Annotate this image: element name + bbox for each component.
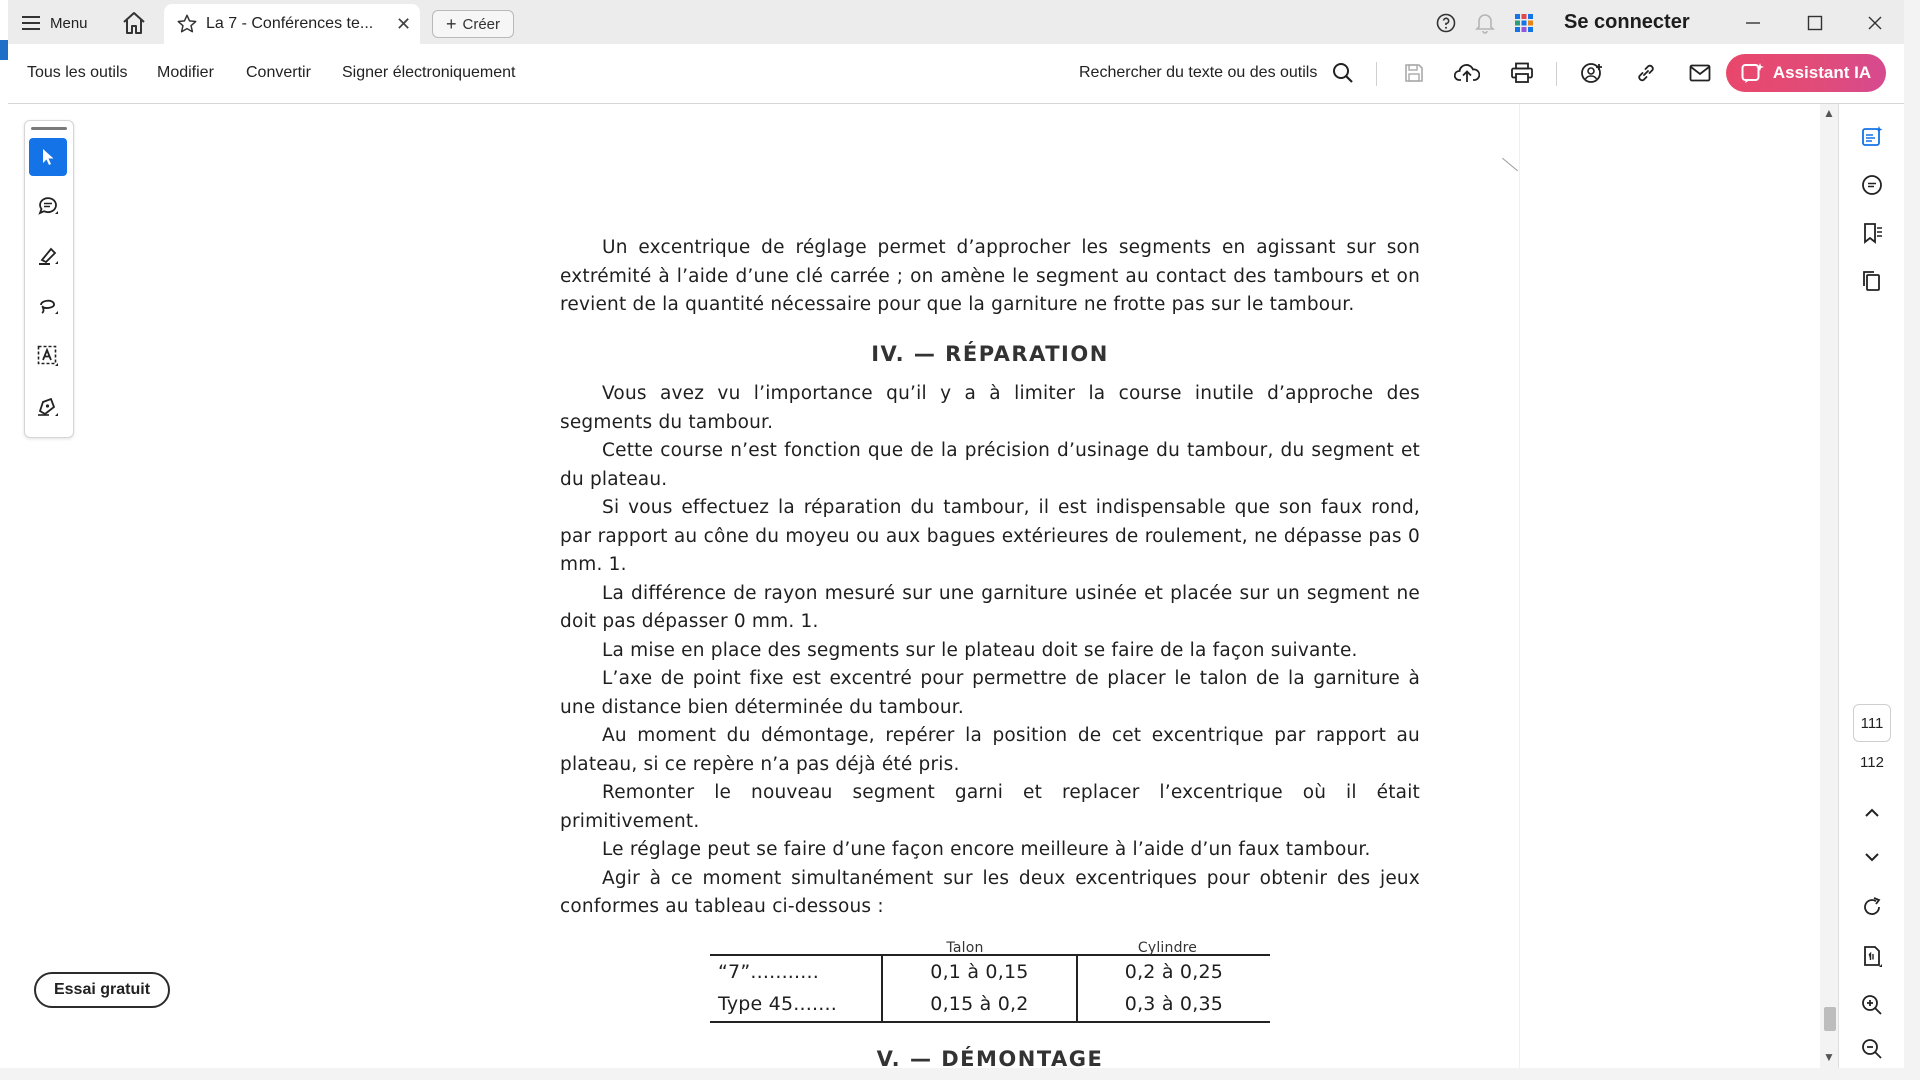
link-icon[interactable] <box>1633 60 1659 86</box>
clearance-table <box>710 934 1270 1023</box>
bookmarks-icon[interactable] <box>1859 220 1885 246</box>
paragraph: Vous avez vu l’importance qu’il y a à limiter la course inutile d’approche des segments du tambour. <box>560 383 1420 433</box>
email-icon[interactable] <box>1687 60 1713 86</box>
row-label: “7”........... <box>718 960 820 983</box>
scan-artifact <box>1502 158 1518 172</box>
paragraph: Le réglage peut se faire d’une façon encore meilleure à l’aide d’un faux tambour. <box>602 839 1371 860</box>
zoom-in-icon[interactable] <box>1859 992 1885 1018</box>
desktop-background <box>1904 0 1920 1080</box>
menu-button[interactable] <box>22 10 88 36</box>
paragraph: Cette course n’est fonction que de la précision d’usinage du tambour, du segment et du plateau. <box>560 440 1420 490</box>
search-tools-field[interactable]: Rechercher du texte ou des outils <box>1079 64 1318 81</box>
star-icon[interactable] <box>176 13 198 35</box>
row-label: Type 45....... <box>718 993 837 1015</box>
create-button[interactable] <box>432 10 514 38</box>
rotate-icon[interactable] <box>1859 894 1885 920</box>
document-text <box>560 234 1420 1068</box>
next-page-icon[interactable] <box>1859 844 1885 870</box>
right-side-rail <box>1838 104 1904 1068</box>
scroll-down-arrow-icon[interactable]: ▼ <box>1823 1050 1835 1064</box>
lasso-icon <box>36 294 60 318</box>
highlight-tool[interactable] <box>29 237 67 275</box>
close-tab-icon[interactable]: ✕ <box>396 13 412 34</box>
menu-label: Menu <box>50 14 88 32</box>
paragraph: La mise en place des segments sur le plateau doit se faire de la façon suivante. <box>602 639 1358 661</box>
pdf-reader-window <box>8 0 1904 1068</box>
edit-menu[interactable]: Modifier <box>157 64 214 81</box>
page-thumbnails-icon[interactable] <box>1859 268 1885 294</box>
comments-panel-icon[interactable] <box>1859 172 1885 198</box>
rail-grip[interactable] <box>31 127 67 130</box>
left-panel <box>8 104 387 1068</box>
apps-grid-icon[interactable] <box>1514 8 1536 38</box>
comment-tool[interactable] <box>29 187 67 225</box>
section-heading-demontage: V. — DÉMONTAGE <box>876 1046 1104 1068</box>
column-header-cylindre: Cylindre <box>1137 939 1198 956</box>
plus-icon: + <box>445 13 457 34</box>
help-icon[interactable] <box>1436 8 1458 38</box>
column-header-talon: Talon <box>946 939 984 956</box>
comment-icon <box>36 194 60 218</box>
toolbar-divider <box>1376 62 1377 86</box>
desktop-strip <box>0 40 8 60</box>
scrollbar-thumb[interactable] <box>1824 1007 1836 1031</box>
create-label: Créer <box>462 15 501 33</box>
quick-tools-rail <box>24 120 74 438</box>
talon-value: 0,15 à 0,2 <box>882 988 1077 1022</box>
pen-sign-icon <box>36 394 60 418</box>
esign-menu[interactable]: Signer électroniquement <box>342 64 516 81</box>
ai-assistant-button[interactable] <box>1726 54 1886 92</box>
notifications-bell-icon[interactable] <box>1475 8 1497 38</box>
search-icon[interactable] <box>1330 60 1356 86</box>
ai-sparkle-icon <box>1741 62 1765 84</box>
upload-cloud-icon[interactable] <box>1454 60 1480 86</box>
cursor-icon <box>39 147 57 167</box>
cylindre-value: 0,3 à 0,35 <box>1077 988 1270 1022</box>
talon-value: 0,1 à 0,15 <box>882 955 1077 989</box>
pdf-page <box>386 104 1519 1068</box>
tab-title: La 7 - Conférences te... <box>206 15 374 32</box>
text-box-icon <box>36 344 60 368</box>
hamburger-icon <box>22 16 40 30</box>
desktop-status-strip <box>0 1068 1920 1080</box>
share-user-icon[interactable] <box>1579 60 1605 86</box>
document-tab[interactable] <box>164 4 420 44</box>
draw-tool[interactable] <box>29 287 67 325</box>
page-gutter <box>1520 104 1840 1068</box>
intro-paragraph: Un excentrique de réglage permet d’approcher les segments en agissant sur son extrémité à l’aide d’une clé carrée ; on amène le segment au contact des tambours et on revient de la quantité nécessaire pour que la garniture ne frotte pas sur le tambour. <box>560 237 1420 315</box>
cylindre-value: 0,2 à 0,25 <box>1077 955 1270 989</box>
toolbar-divider <box>1556 62 1557 86</box>
paragraph: La différence de rayon mesuré sur une garniture usinée et placée sur un segment ne doit pas dépasser 0 mm. 1. <box>560 582 1420 632</box>
vertical-scrollbar[interactable] <box>1820 104 1838 1068</box>
previous-page-icon[interactable] <box>1859 800 1885 826</box>
section-heading-reparation: IV. — RÉPARATION <box>871 341 1109 366</box>
table-header <box>710 934 1270 954</box>
free-trial-button[interactable]: Essai gratuit <box>34 972 170 1008</box>
paragraph: Remonter le nouveau segment garni et replacer l’excentrique où il était primitivement. <box>560 782 1420 832</box>
convert-menu[interactable]: Convertir <box>246 64 311 81</box>
table-row <box>710 988 1270 1022</box>
text-box-tool[interactable] <box>29 337 67 375</box>
close-window-icon[interactable] <box>1860 10 1890 36</box>
table-row <box>710 955 1270 989</box>
home-icon[interactable] <box>120 10 148 36</box>
sign-tool[interactable] <box>29 387 67 425</box>
ai-assistant-label: Assistant IA <box>1772 63 1872 82</box>
paragraph: Au moment du démontage, repérer la position de cet excentrique par rapport au plateau, si ce repère n’a pas déjà été pris. <box>560 725 1420 775</box>
paragraph: Agir à ce moment simultanément sur les deux excentriques pour obtenir des jeux conformes au tableau ci-dessous : <box>560 867 1420 917</box>
paragraph: Si vous effectuez la réparation du tambour, il est indispensable que son faux rond, par rapport au cône du moyeu ou aux bagues extérieures de roulement, ne dépasse pas 0 mm. 1. <box>560 497 1420 575</box>
generative-summary-icon[interactable] <box>1859 124 1885 150</box>
save-icon[interactable] <box>1401 60 1427 86</box>
scroll-up-arrow-icon[interactable]: ▲ <box>1823 106 1835 120</box>
sign-in-link[interactable]: Se connecter <box>1564 11 1690 33</box>
minimize-icon[interactable] <box>1738 10 1768 36</box>
maximize-icon[interactable] <box>1800 10 1830 36</box>
select-tool[interactable] <box>29 138 67 176</box>
zoom-out-icon[interactable] <box>1859 1036 1885 1062</box>
next-page-number: 112 <box>1860 754 1884 771</box>
work-area <box>8 104 1904 1068</box>
print-icon[interactable] <box>1509 60 1535 86</box>
title-bar <box>8 0 1904 44</box>
fit-page-icon[interactable] <box>1859 944 1885 970</box>
current-page-indicator[interactable]: 111 <box>1853 704 1891 742</box>
paragraph: L’axe de point fixe est excentré pour permettre de placer le talon de la garniture à une distance bien déterminée du tambour. <box>560 668 1420 718</box>
main-toolbar <box>8 44 1904 104</box>
highlighter-icon <box>36 244 60 268</box>
all-tools-menu[interactable]: Tous les outils <box>27 64 128 81</box>
